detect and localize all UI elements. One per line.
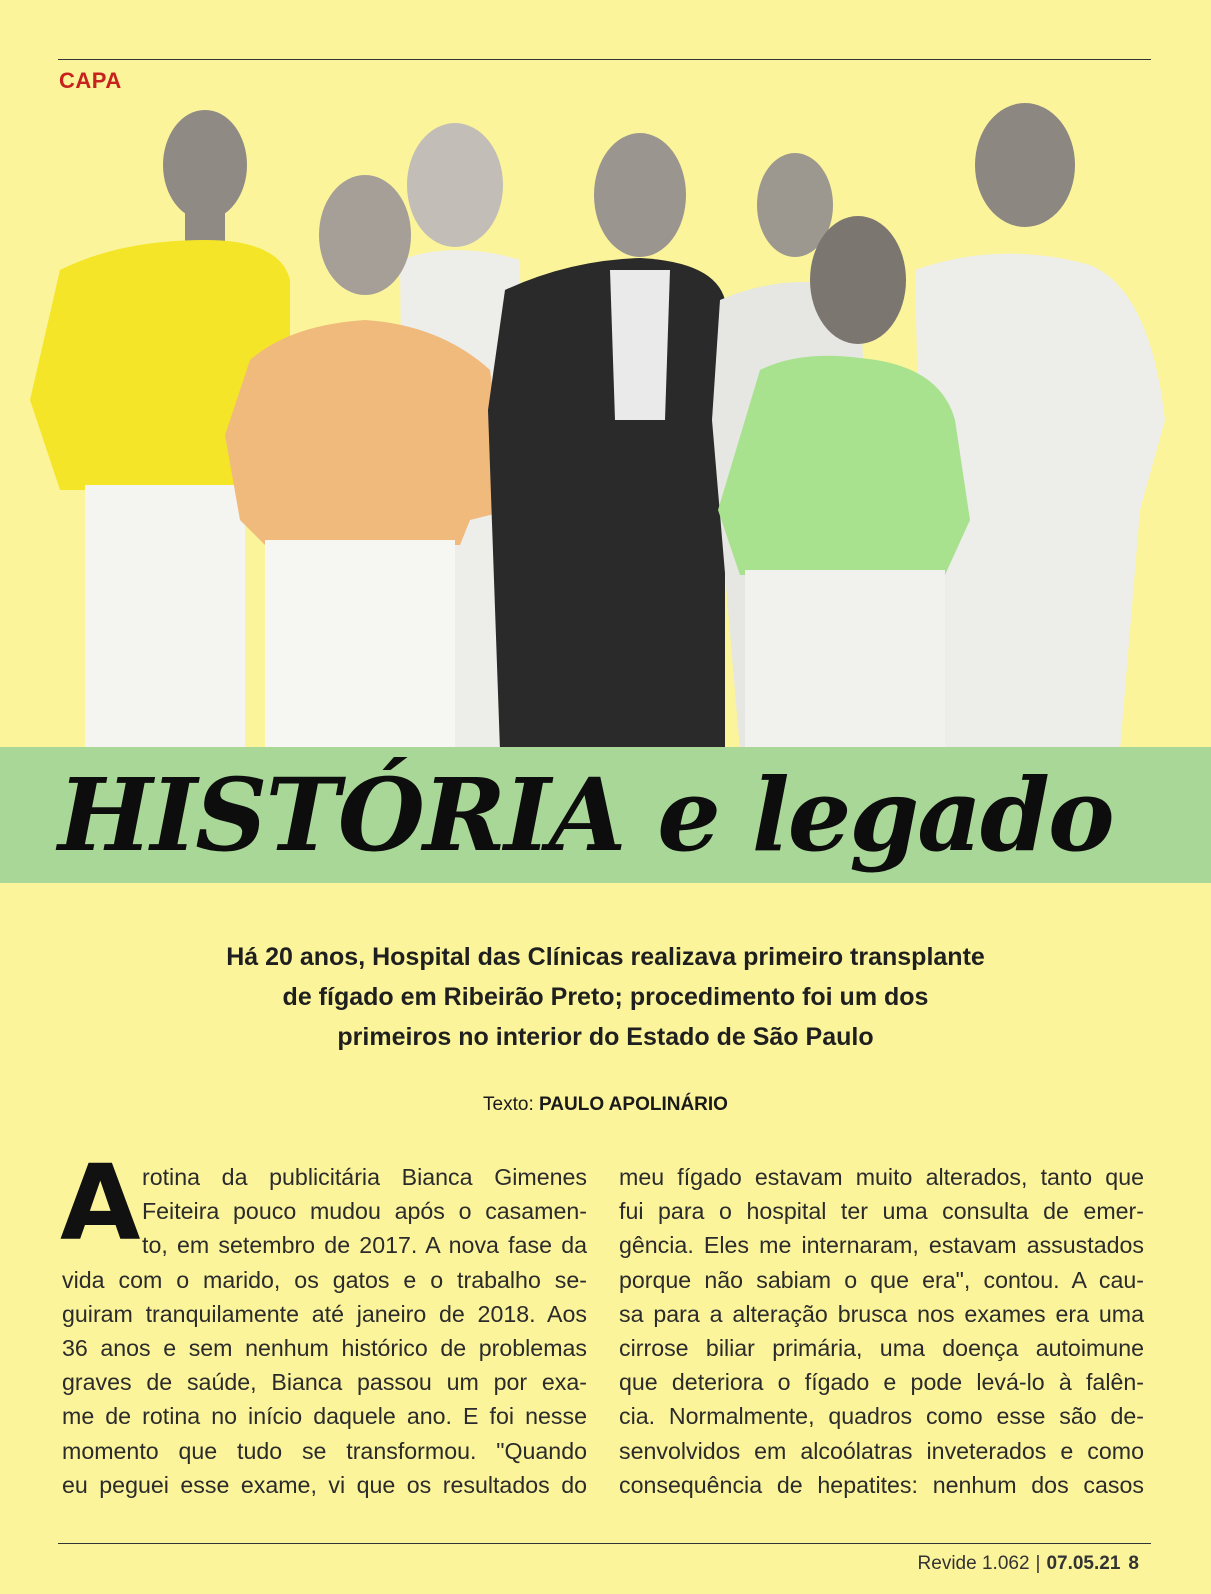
- body-line: gência. Eles me internaram, estavam assustados: [619, 1232, 1144, 1259]
- body-line: rotina da publicitária Bianca Gimenes: [142, 1164, 587, 1190]
- body-line: meu fígado estavam muito alterados, tanto que: [619, 1164, 1144, 1190]
- subtitle-line: Há 20 anos, Hospital das Clínicas realizava primeiro transplante: [226, 943, 985, 971]
- footer-date: 07.05.21: [1046, 1553, 1121, 1574]
- bottom-rule: [58, 1543, 1151, 1544]
- byline-label: Texto:: [483, 1094, 534, 1115]
- body-line: Feiteira pouco mudou após o casamen-: [142, 1198, 587, 1225]
- page-number: 8: [1128, 1553, 1139, 1574]
- body-column-left: [60, 1142, 587, 1502]
- person-dark-blazer: [488, 133, 725, 750]
- page-footer: [918, 1553, 1139, 1575]
- drop-cap: A: [60, 1142, 141, 1264]
- byline-author: PAULO APOLINÁRIO: [539, 1094, 728, 1115]
- article-subtitle: [120, 937, 1091, 1057]
- top-rule: [58, 59, 1151, 60]
- body-line: consequência de hepatites: nenhum dos casos: [619, 1471, 1144, 1498]
- footer-separator: |: [1035, 1553, 1041, 1574]
- body-column-right: [619, 1160, 1144, 1502]
- article-title: HISTÓRIA e legado: [58, 756, 1113, 874]
- body-line: cirrose biliar primária, uma doença autoimune: [619, 1335, 1144, 1362]
- body-line: 36 anos e sem nenhum histórico de problemas: [62, 1335, 587, 1362]
- body-line: momento que tudo se transformou. "Quando: [62, 1437, 587, 1464]
- byline: [0, 1094, 1211, 1116]
- body-line: sa para a alteração brusca nos exames era uma: [619, 1300, 1144, 1327]
- section-label: CAPA: [59, 68, 122, 93]
- group-photo: [0, 90, 1211, 750]
- body-line: to, em setembro de 2017. A nova fase da: [142, 1232, 587, 1259]
- body-line: eu peguei esse exame, vi que os resultados do: [62, 1471, 587, 1498]
- footer-magazine: Revide 1.062: [917, 1553, 1030, 1574]
- body-line: senvolvidos em alcoólatras inveterados e como: [619, 1437, 1144, 1464]
- body-line: fui para o hospital ter uma consulta de emer-: [619, 1198, 1144, 1225]
- body-line: guiram tranquilamente até janeiro de 2018. Aos: [62, 1300, 587, 1327]
- body-line: porque não sabiam o que era", contou. A cau-: [619, 1266, 1144, 1293]
- body-line: que deteriora o fígado e pode levá-lo à falên-: [619, 1369, 1144, 1396]
- subtitle-line: de fígado em Ribeirão Preto; procedimento foi um dos: [282, 983, 929, 1011]
- subtitle-line: primeiros no interior do Estado de São Paulo: [337, 1023, 874, 1051]
- body-line: vida com o marido, os gatos e o trabalho se-: [62, 1266, 587, 1293]
- body-line: cia. Normalmente, quadros como esse são de-: [619, 1403, 1144, 1430]
- body-line: graves de saúde, Bianca passou um por exa-: [62, 1369, 587, 1396]
- body-line: me de rotina no início daquele ano. E foi nesse: [62, 1403, 587, 1430]
